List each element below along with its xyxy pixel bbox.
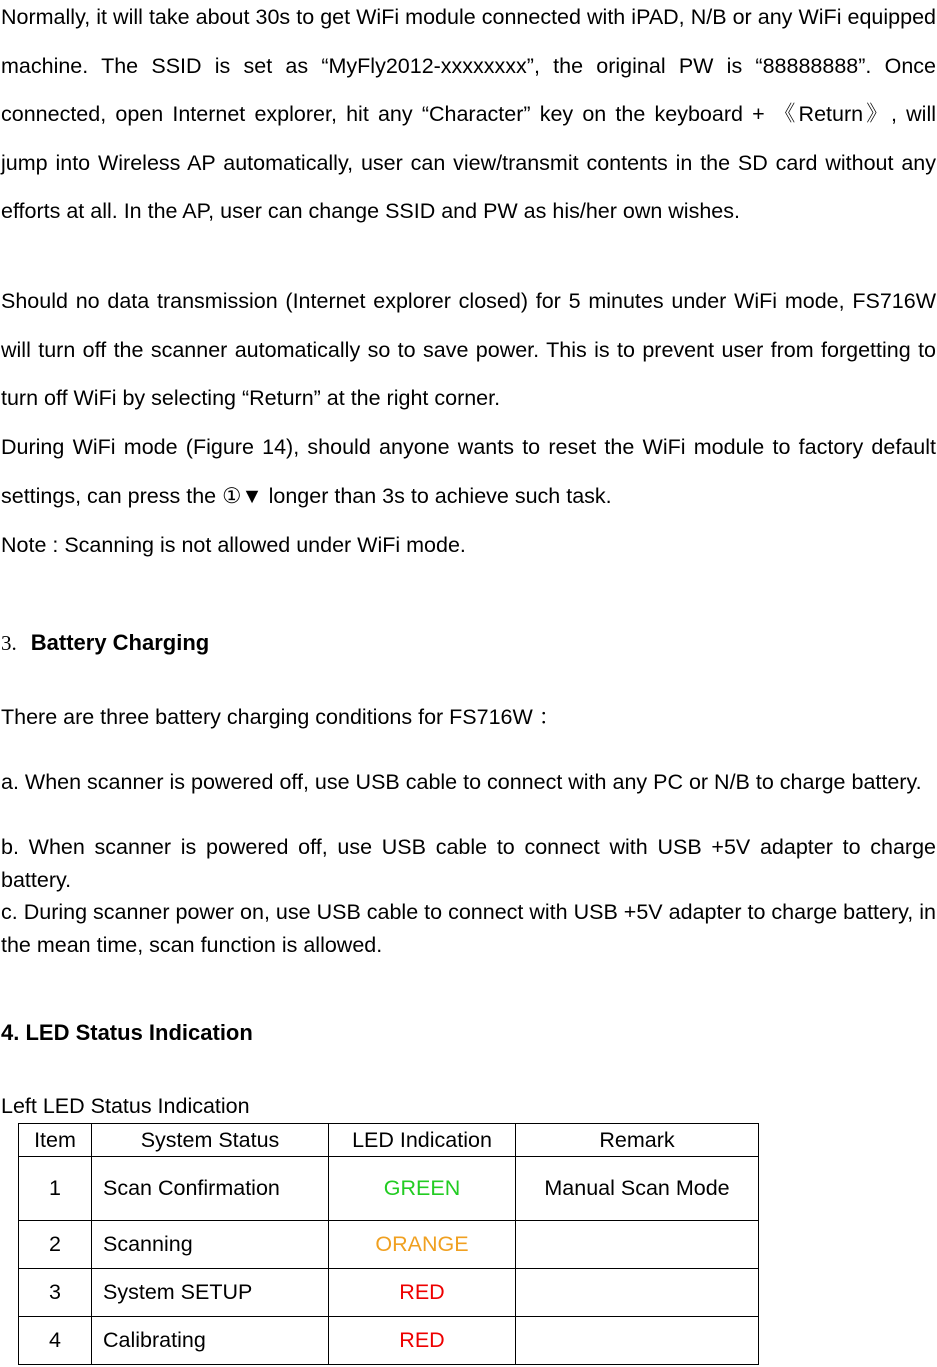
wifi-reset-paragraph: During WiFi mode (Figure 14), should anyone wants to reset the WiFi module to factory default settings, can press the ①▼ longer than 3s to achieve such task. [1,435,936,508]
table-row [19,1269,759,1317]
table-header-row [19,1124,759,1157]
row-remark [516,1221,759,1269]
row-status: Calibrating [92,1317,329,1365]
row-led: ORANGE [329,1221,516,1269]
section-3-title: Battery Charging [30,630,210,655]
row-item: 2 [19,1221,92,1269]
header-led-indication: LED Indication [329,1124,516,1157]
row-status: Scanning [92,1221,329,1269]
battery-intro: There are three battery charging conditions for FS716W ： [1,705,561,729]
header-item: Item [19,1124,92,1157]
row-item: 1 [19,1157,92,1221]
section-3-number: 3. [1,631,17,655]
wifi-auto-off-paragraph: Should no data transmission (Internet explorer closed) for 5 minutes under WiFi mode, FS716W will turn off the scanner automatically so to save power. This is to prevent user from forgetting to turn off WiFi by selecting “Return” at the right corner. [1,289,936,411]
row-remark [516,1269,759,1317]
table-row [19,1317,759,1365]
table-row [19,1221,759,1269]
row-led: RED [329,1269,516,1317]
header-remark: Remark [516,1124,759,1157]
table-caption: Left LED Status Indication [1,1094,250,1118]
row-item: 4 [19,1317,92,1365]
row-status: Scan Confirmation [92,1157,329,1221]
wifi-connection-paragraph: Normally, it will take about 30s to get WiFi module connected with iPAD, N/B or any WiFi equipped machine. The SSID is set as “MyFly2012-xxxxxxxx”, the original PW is “88888888”. Once connected, open Internet explorer, hit any “Character” key on the keyboard + 《Return》, will jump into Wireless AP automatically, user can view/transmit contents in the SD card without any efforts at all. In the AP, user can change SSID and PW as his/her own wishes. [1,5,936,224]
section-4-heading: 4. LED Status Indication [1,1020,253,1045]
battery-condition-b: b. When scanner is powered off, use USB cable to connect with USB +5V adapter to charge battery. [1,835,936,892]
led-status-table [18,1123,759,1365]
section-3-heading [1,628,209,658]
row-led: RED [329,1317,516,1365]
row-status: System SETUP [92,1269,329,1317]
header-system-status: System Status [92,1124,329,1157]
wifi-note-paragraph: Note : Scanning is not allowed under WiFi mode. [1,533,466,557]
row-led: GREEN [329,1157,516,1221]
table-row [19,1157,759,1221]
battery-condition-a: a. When scanner is powered off, use USB cable to connect with any PC or N/B to charge battery. [1,770,922,794]
row-remark [516,1317,759,1365]
row-item: 3 [19,1269,92,1317]
battery-condition-c: c. During scanner power on, use USB cable to connect with USB +5V adapter to charge battery, in the mean time, scan function is allowed. [1,900,936,957]
row-remark: Manual Scan Mode [516,1157,759,1221]
